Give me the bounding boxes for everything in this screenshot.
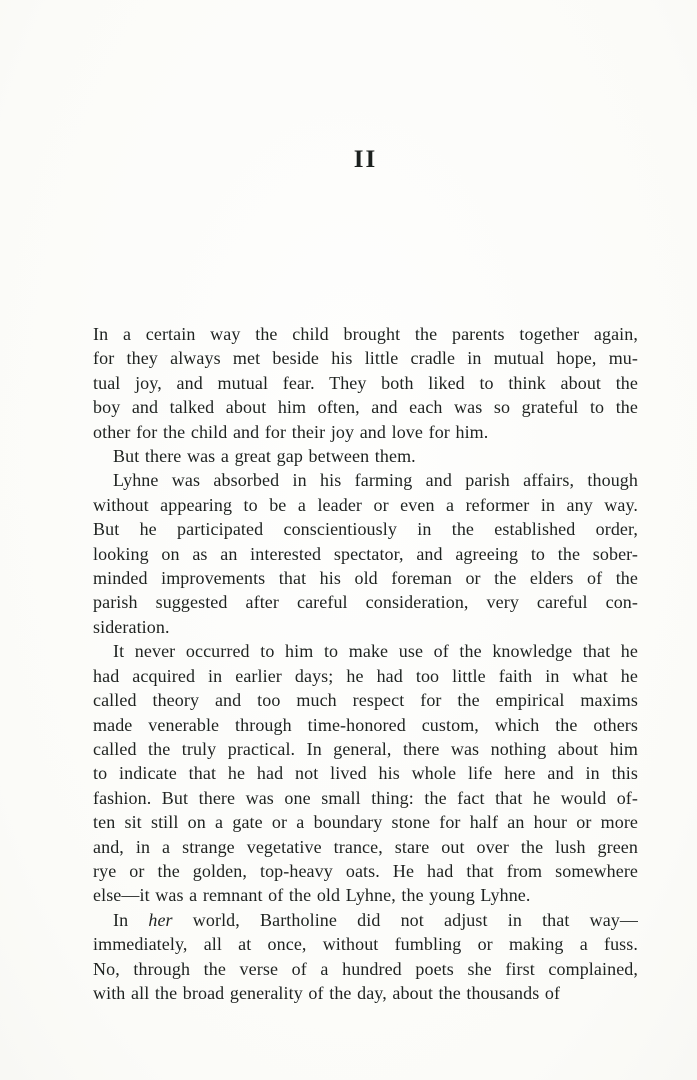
text-line	[93, 542, 638, 566]
text-line	[93, 859, 638, 883]
text-line	[93, 737, 638, 761]
text-line	[93, 932, 638, 956]
text-segment: called the truly practical. In general, there was nothing about him	[93, 738, 638, 759]
text-line	[93, 322, 638, 346]
text-line	[93, 810, 638, 834]
paragraph	[93, 444, 638, 468]
text-line	[93, 761, 638, 785]
text-line	[93, 566, 638, 590]
text-segment: to indicate that he had not lived his whole life here and in this	[93, 763, 638, 784]
text-line	[93, 688, 638, 712]
text-line	[93, 468, 638, 492]
text-line	[93, 908, 638, 932]
text-segment: It never occurred to him to make use of the knowledge that he	[113, 641, 638, 662]
paragraph	[93, 322, 638, 444]
text-segment: In a certain way the child brought the parents together again,	[93, 324, 638, 344]
text-line	[93, 395, 638, 419]
text-segment: tual joy, and mutual fear. They both liked to think about the	[93, 372, 638, 393]
text-line	[93, 590, 638, 614]
text-segment: parish suggested after careful consideration, very careful con-	[93, 592, 638, 613]
text-segment: immediately, all at once, without fumbling or making a fuss.	[93, 934, 638, 955]
text-segment: rye or the golden, top-heavy oats. He had that from somewhere	[93, 860, 638, 881]
text-line	[93, 664, 638, 688]
text-line	[93, 444, 638, 468]
text-line	[93, 957, 638, 981]
text-line	[93, 493, 638, 517]
text-segment: for they always met beside his little cradle in mutual hope, mu-	[93, 348, 638, 369]
paragraph	[93, 908, 638, 1006]
text-line	[93, 786, 638, 810]
text-segment: other for the child and for their joy and love for him.	[93, 421, 489, 442]
text-segment: boy and talked about him often, and each was so grateful to the	[93, 397, 638, 418]
text-line	[93, 420, 638, 444]
paragraph	[93, 639, 638, 907]
text-line	[93, 835, 638, 859]
paragraph	[93, 468, 638, 639]
text-line	[93, 639, 638, 663]
text-segment: made venerable through time-honored custom, which the others	[93, 714, 638, 735]
text-segment: fashion. But there was one small thing: the fact that he would of-	[93, 787, 638, 808]
text-segment: But he participated conscientiously in the established order,	[93, 519, 638, 540]
text-segment: without appearing to be a leader or even a reformer in any way.	[93, 494, 638, 515]
text-segment: In	[113, 909, 149, 930]
text-segment: sideration.	[93, 616, 170, 637]
text-segment: else—it was a remnant of the old Lyhne, the young Lyhne.	[93, 885, 531, 906]
text-line	[93, 981, 638, 1005]
text-line	[93, 713, 638, 737]
text-segment: with all the broad generality of the day, about the thousands of	[93, 982, 561, 1003]
text-segment: and, in a strange vegetative trance, stare out over the lush green	[93, 836, 638, 857]
text-line	[93, 371, 638, 395]
text-line	[93, 346, 638, 370]
text-segment: But there was a great gap between them.	[113, 446, 416, 467]
text-line	[93, 883, 638, 907]
text-segment: world, Bartholine did not adjust in that way—	[172, 909, 638, 930]
text-segment: Lyhne was absorbed in his farming and parish affairs, though	[113, 470, 638, 491]
text-segment: looking on as an interested spectator, and agreeing to the sober-	[93, 543, 638, 564]
text-segment: had acquired in earlier days; he had too little faith in what he	[93, 665, 638, 686]
text-segment: called theory and too much respect for the empirical maxims	[93, 690, 638, 711]
chapter-heading: II	[353, 146, 378, 173]
text-segment: minded improvements that his old foreman or the elders of the	[93, 568, 638, 589]
italic-text-segment: her	[148, 909, 173, 930]
text-segment: No, through the verse of a hundred poets she first complained,	[93, 958, 638, 979]
text-segment: ten sit still on a gate or a boundary stone for half an hour or more	[93, 812, 638, 833]
text-line	[93, 517, 638, 541]
text-line	[93, 615, 638, 639]
text-block	[93, 322, 638, 1005]
